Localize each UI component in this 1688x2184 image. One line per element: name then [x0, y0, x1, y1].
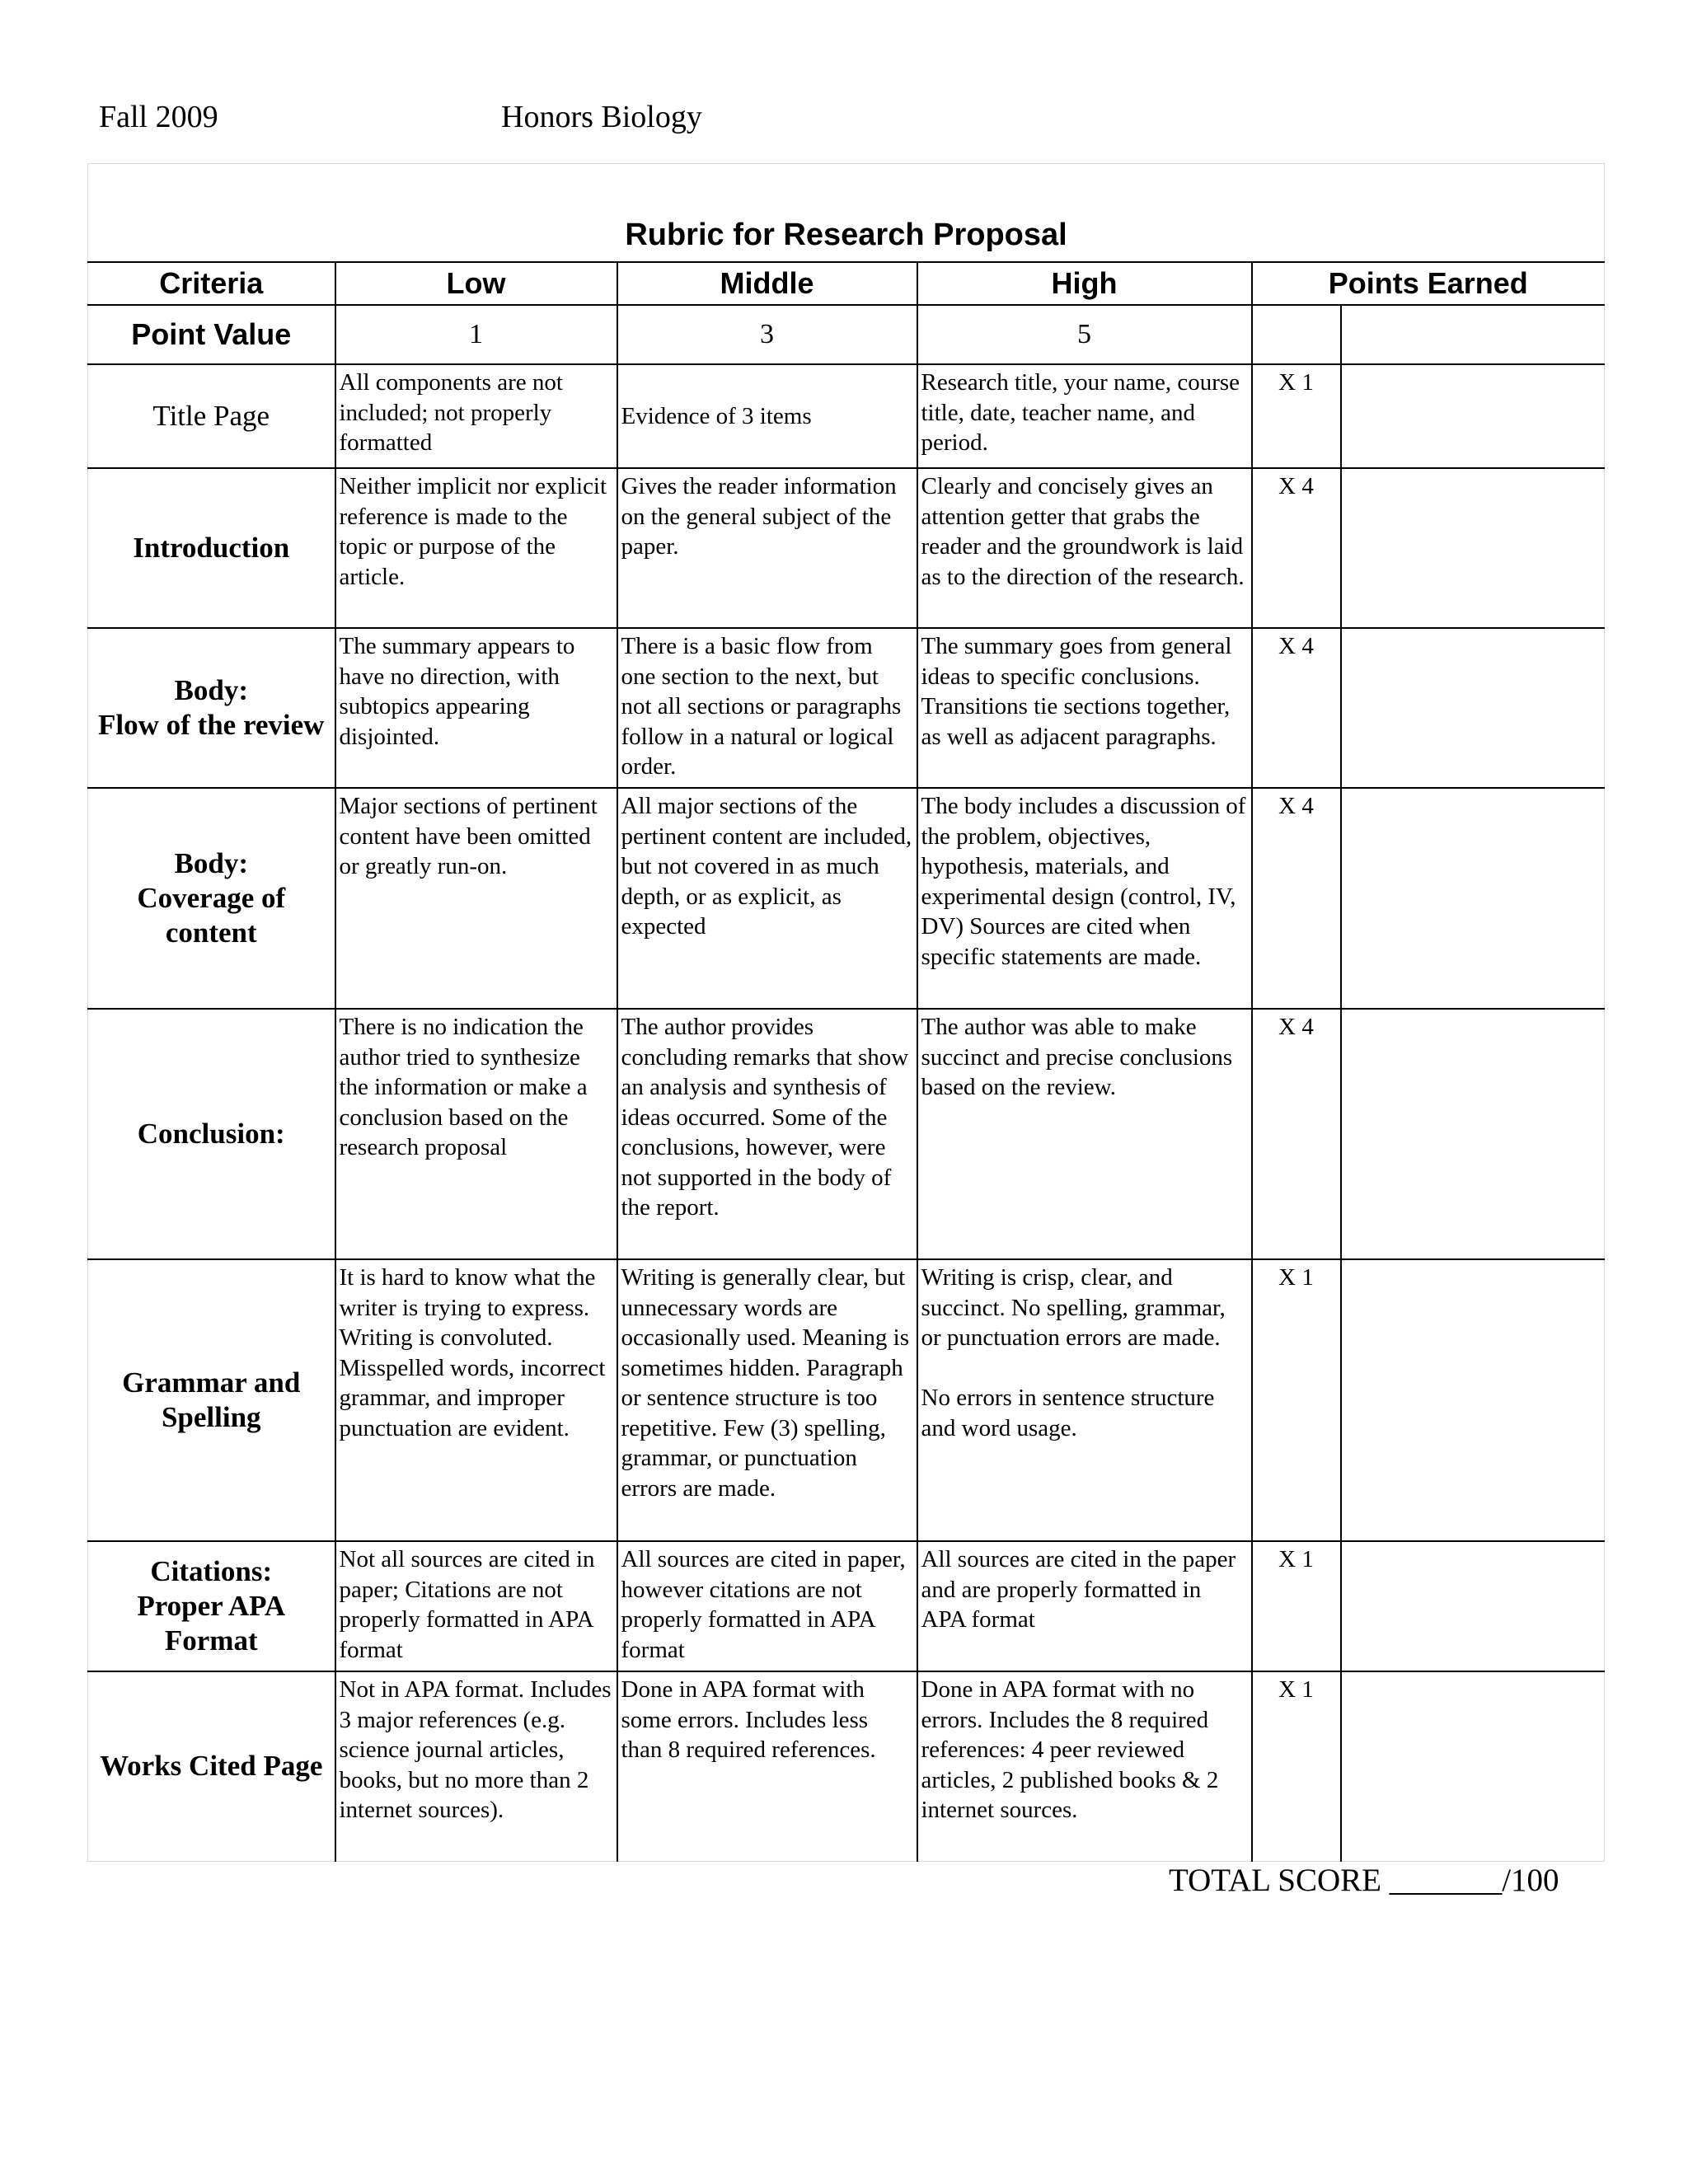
rubric-row-conclusion [88, 1009, 1605, 1259]
high-cell: The author was able to make succinct and precise conclusions based on the review. [917, 1009, 1252, 1259]
low-cell: There is no indication the author tried to synthesize the information or make a conclusion based on the research proposal [335, 1009, 617, 1259]
rubric-row-title-page [88, 364, 1605, 468]
point-value-high: 5 [917, 305, 1252, 364]
high-cell: Research title, your name, course title, date, teacher name, and period. [917, 364, 1252, 468]
high-cell: The body includes a discussion of the problem, objectives, hypothesis, materials, and experimental design (control, IV, DV) Sources are cited when specific statements are made. [917, 788, 1252, 1009]
middle-cell: All major sections of the pertinent content are included, but not covered in as much depth, or as explicit, as expected [617, 788, 917, 1009]
multiplier-cell: X 4 [1252, 1009, 1341, 1259]
low-cell: Major sections of pertinent content have been omitted or greatly run-on. [335, 788, 617, 1009]
criteria-cell: Body: Coverage of content [88, 788, 335, 1009]
criteria-cell: Conclusion: [88, 1009, 335, 1259]
header-points-earned: Points Earned [1252, 262, 1605, 305]
rubric-row-introduction [88, 468, 1605, 628]
rubric-row-body-flow [88, 628, 1605, 788]
multiplier-cell: X 1 [1252, 364, 1341, 468]
middle-cell: Evidence of 3 items [617, 364, 917, 468]
low-cell: All components are not included; not properly formatted [335, 364, 617, 468]
rubric-row-citations [88, 1541, 1605, 1671]
multiplier-cell: X 1 [1252, 1671, 1341, 1861]
multiplier-cell: X 4 [1252, 468, 1341, 628]
middle-cell: There is a basic flow from one section to the next, but not all sections or paragraphs follow in a natural or logical order. [617, 628, 917, 788]
score-entry-cell[interactable] [1341, 364, 1605, 468]
term-label: Fall 2009 [99, 100, 218, 134]
criteria-cell: Introduction [88, 468, 335, 628]
header-criteria: Criteria [88, 262, 335, 305]
low-cell: It is hard to know what the writer is trying to express. Writing is convoluted. Misspelled words, incorrect grammar, and improper punctuation are evident. [335, 1259, 617, 1541]
rubric-table [87, 163, 1605, 1862]
point-value-middle: 3 [617, 305, 917, 364]
score-entry-cell[interactable] [1341, 628, 1605, 788]
score-entry-cell[interactable] [1341, 1009, 1605, 1259]
multiplier-cell: X 4 [1252, 628, 1341, 788]
point-value-label: Point Value [88, 305, 335, 364]
total-score: TOTAL SCORE _______/100 [1169, 1863, 1559, 1898]
point-value-row [88, 305, 1605, 364]
criteria-cell: Works Cited Page [88, 1671, 335, 1861]
point-value-low: 1 [335, 305, 617, 364]
rubric-row-body-coverage [88, 788, 1605, 1009]
high-cell: Done in APA format with no errors. Includes the 8 required references: 4 peer reviewed articles, 2 published books & 2 internet sources. [917, 1671, 1252, 1861]
course-label: Honors Biology [501, 100, 702, 134]
high-cell: The summary goes from general ideas to specific conclusions. Transitions tie sections together, as well as adjacent paragraphs. [917, 628, 1252, 788]
score-entry-cell[interactable] [1341, 468, 1605, 628]
header-high: High [917, 262, 1252, 305]
high-cell: Writing is crisp, clear, and succinct. No spelling, grammar, or punctuation errors are made. No errors in sentence structure and word usage. [917, 1259, 1252, 1541]
rubric-row-grammar [88, 1259, 1605, 1541]
high-cell: Clearly and concisely gives an attention getter that grabs the reader and the groundwork is laid as to the direction of the research. [917, 468, 1252, 628]
middle-cell: Writing is generally clear, but unnecessary words are occasionally used. Meaning is sometimes hidden. Paragraph or sentence structure is too repetitive. Few (3) spelling, grammar, or punctuation errors are made. [617, 1259, 917, 1541]
multiplier-cell: X 1 [1252, 1541, 1341, 1671]
middle-cell: All sources are cited in paper, however citations are not properly formatted in APA format [617, 1541, 917, 1671]
middle-cell: The author provides concluding remarks that show an analysis and synthesis of ideas occurred. Some of the conclusions, however, were not supported in the body of the report. [617, 1009, 917, 1259]
point-value-score-blank [1341, 305, 1605, 364]
rubric-row-works-cited [88, 1671, 1605, 1861]
high-cell: All sources are cited in the paper and are properly formatted in APA format [917, 1541, 1252, 1671]
criteria-cell: Body: Flow of the review [88, 628, 335, 788]
column-header-row [88, 262, 1605, 305]
header-middle: Middle [617, 262, 917, 305]
middle-cell: Gives the reader information on the general subject of the paper. [617, 468, 917, 628]
score-entry-cell[interactable] [1341, 788, 1605, 1009]
header-low: Low [335, 262, 617, 305]
score-entry-cell[interactable] [1341, 1541, 1605, 1671]
multiplier-cell: X 1 [1252, 1259, 1341, 1541]
criteria-cell: Grammar and Spelling [88, 1259, 335, 1541]
rubric-title: Rubric for Research Proposal [88, 164, 1605, 263]
rubric-title-row [88, 164, 1605, 263]
low-cell: Not all sources are cited in paper; Citations are not properly formatted in APA format [335, 1541, 617, 1671]
low-cell: Not in APA format. Includes 3 major references (e.g. science journal articles, books, but no more than 2 internet sources). [335, 1671, 617, 1861]
multiplier-cell: X 4 [1252, 788, 1341, 1009]
score-entry-cell[interactable] [1341, 1671, 1605, 1861]
score-entry-cell[interactable] [1341, 1259, 1605, 1541]
criteria-cell: Title Page [88, 364, 335, 468]
criteria-cell: Citations: Proper APA Format [88, 1541, 335, 1671]
point-value-multiplier-blank [1252, 305, 1341, 364]
low-cell: The summary appears to have no direction, with subtopics appearing disjointed. [335, 628, 617, 788]
middle-cell: Done in APA format with some errors. Includes less than 8 required references. [617, 1671, 917, 1861]
low-cell: Neither implicit nor explicit reference is made to the topic or purpose of the article. [335, 468, 617, 628]
